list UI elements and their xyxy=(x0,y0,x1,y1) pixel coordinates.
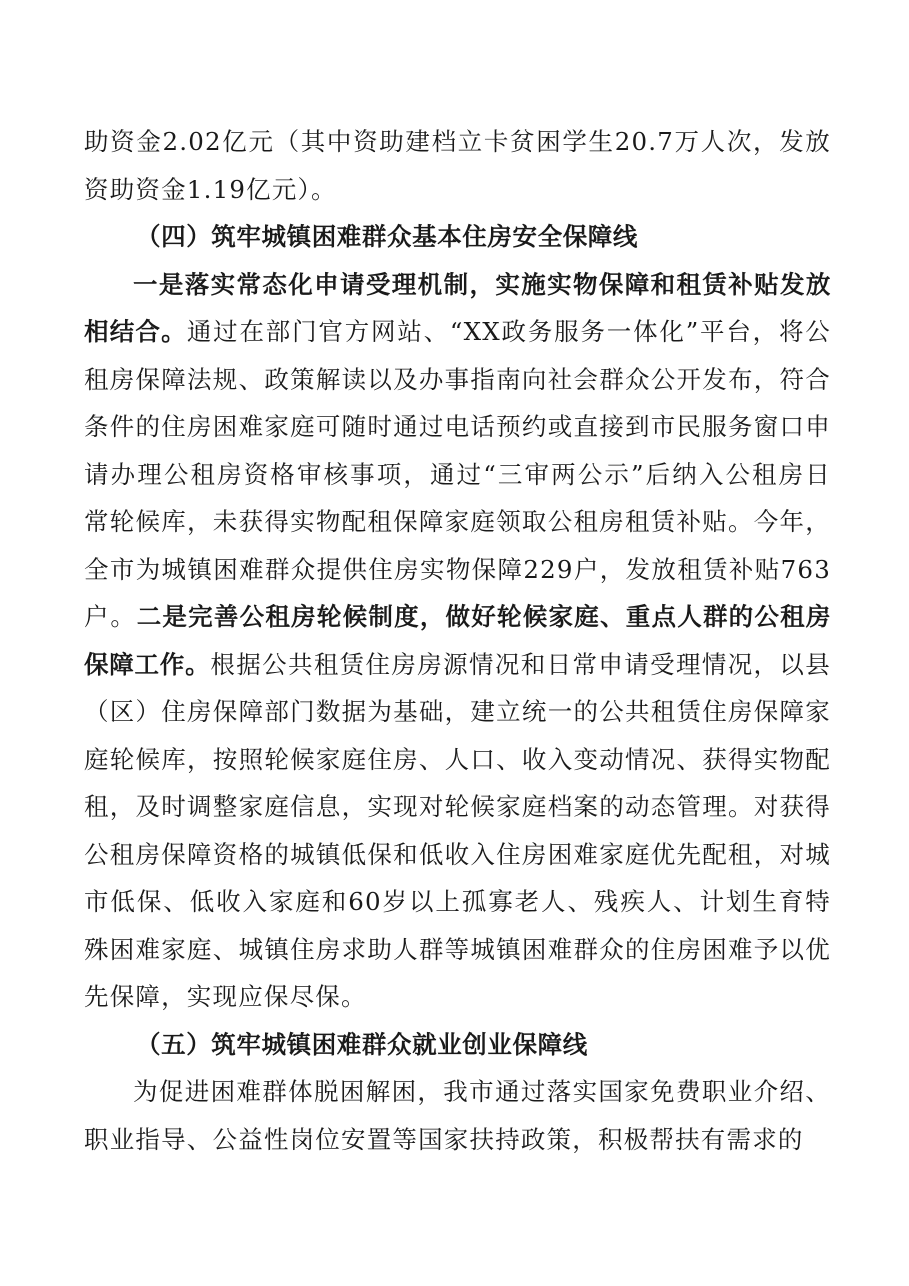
paragraph-text-2: 根据公共租赁住房房源情况和日常申请受理情况，以县（区）住房保障部门数据为基础，建立统一的公共租赁住房保障家庭轮候库，按照轮候家庭住房、人口、收入变动情况、获得实物配租，及时调整家庭信息，实现对轮候家庭档案的动态管理。对获得公租房保障资格的城镇低保和低收入住房困难家庭优先配租，对城市低保、低收入家庭和60岁以上孤寡老人、残疾人、计划生育特殊困难家庭、城镇住房求助人群等城镇困难群众的住房困难予以优先保障，实现应保尽保。 xyxy=(84,649,831,1011)
section-heading-5: （五）筑牢城镇困难群众就业创业保障线 xyxy=(136,1029,588,1059)
paragraph-continuation xyxy=(84,118,831,213)
paragraph-employment xyxy=(84,1068,831,1163)
paragraph-text: 助资金2.02亿元（其中资助建档立卡贫困学生20.7万人次，发放资助资金1.19亿元）。 xyxy=(84,127,831,204)
paragraph-text-1: 通过在部门官方网站、“XX政务服务一体化”平台，将公租房保障法规、政策解读以及办事指南向社会群众公开发布，符合条件的住房困难家庭可随时通过电话预约或直接到市民服务窗口申请办理公租房资格审核事项，通过“三审两公示”后纳入公租房日常轮候库，未获得实物配租保障家庭领取公租房租赁补贴。今年，全市为城镇困难群众提供住房实物保障229户，发放租赁补贴763户。 xyxy=(84,317,831,631)
section-heading-4: （四）筑牢城镇困难群众基本住房安全保障线 xyxy=(136,222,638,251)
paragraph-housing xyxy=(84,261,831,1021)
paragraph-text: 为促进困难群体脱困解困，我市通过落实国家免费职业介绍、职业指导、公益性岗位安置等国家扶持政策，积极帮扶有需求的 xyxy=(84,1077,831,1154)
bold-lead-1: 一是落实常态化申请受理机制，实施实物保障和租赁补贴发放相结合。 xyxy=(84,269,831,346)
bold-lead-2: 二是完善公租房轮候制度，做好轮候家庭、重点人群的公租房保障工作。 xyxy=(84,602,831,679)
